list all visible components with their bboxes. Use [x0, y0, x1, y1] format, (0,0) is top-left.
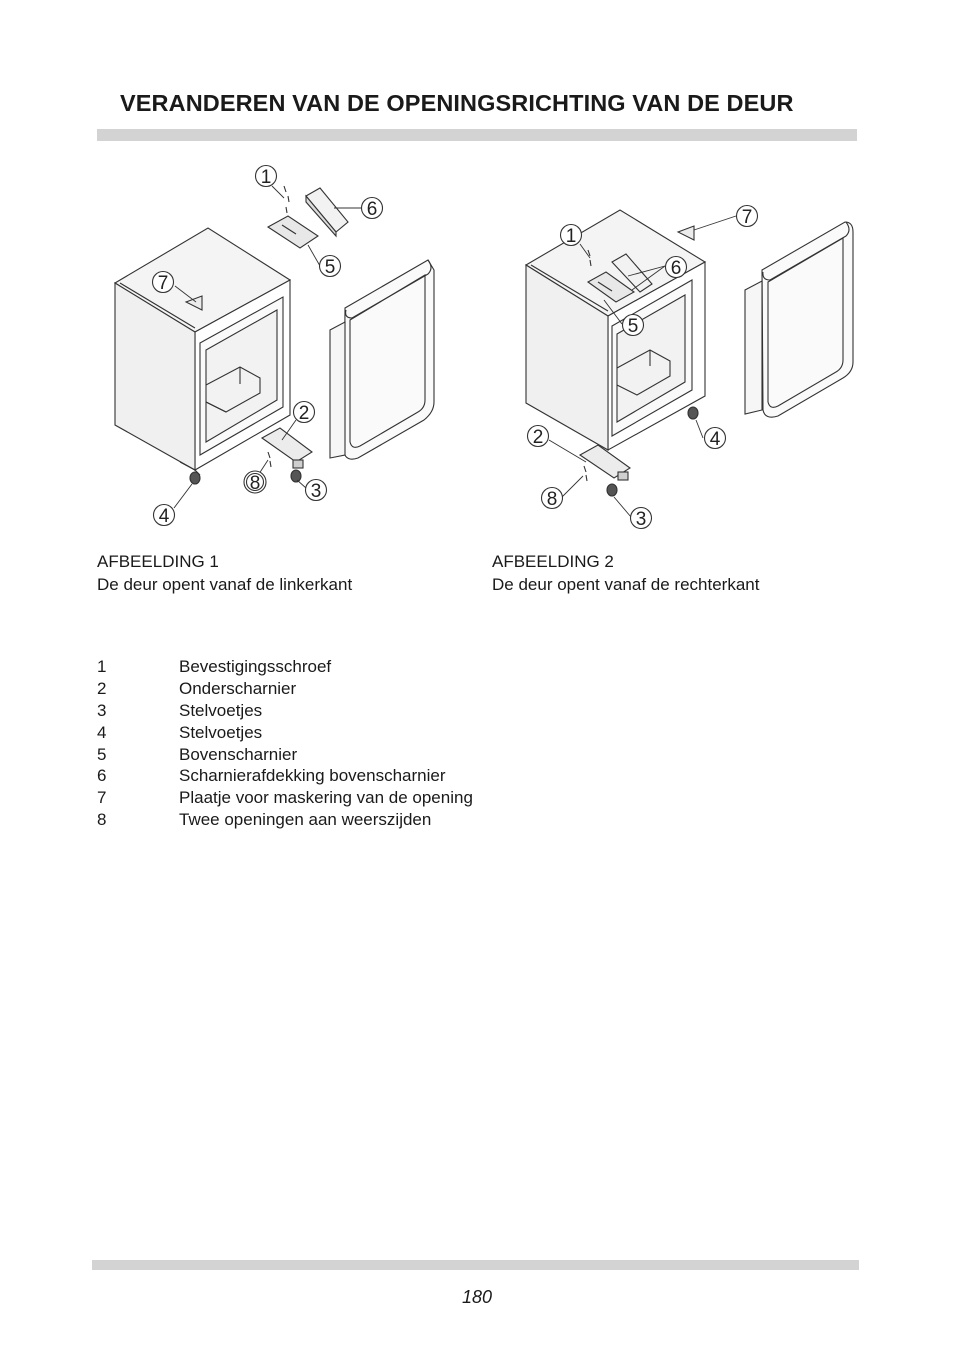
figure-1-callout-4: 4 [158, 506, 170, 527]
figure-1-caption [97, 551, 352, 596]
page-number: 180 [461, 1287, 493, 1307]
figure-1-diagram [100, 155, 460, 540]
figure-2-foot-4 [688, 407, 698, 419]
legend-text: Bovenscharnier [179, 744, 298, 764]
figure-2-cabinet [526, 210, 705, 450]
figure-1-callout-3: 3 [310, 481, 322, 502]
figure-1-callout-1: 1 [260, 167, 272, 188]
figure-1-description: De deur opent vanaf de linkerkant [97, 574, 353, 594]
figure-1-callout-2: 2 [298, 403, 310, 424]
legend-number: 3 [97, 700, 107, 720]
figure-1-callout-8: 8 [249, 473, 261, 494]
legend-text: Twee openingen aan weerszijden [179, 810, 432, 830]
figure-2-foot-3 [607, 484, 617, 496]
footer-rule [92, 1260, 859, 1270]
figure-1-label: AFBEELDING 1 [97, 552, 219, 571]
legend-text: Stelvoetjes [179, 722, 263, 742]
figure-2-diagram [510, 200, 870, 535]
legend-number: 8 [97, 810, 107, 830]
legend-number: 2 [97, 678, 107, 698]
figure-2-bottom-hinge [580, 445, 630, 481]
legend-text: Onderscharnier [179, 678, 297, 698]
legend-text: Scharnierafdekking bovenscharnier [179, 766, 446, 786]
legend-number: 6 [97, 766, 107, 786]
figure-2-callout-1: 1 [565, 226, 577, 247]
figure-1-foot-3 [291, 470, 301, 482]
figure-2-callout-5: 5 [627, 316, 639, 337]
header-rule [97, 129, 857, 141]
figure-1-callout-5: 5 [324, 257, 336, 278]
legend-text: Bevestigingsschroef [179, 657, 332, 676]
figure-2-door [745, 222, 853, 417]
figure-2-masking-plate [678, 226, 694, 240]
page-title: VERANDEREN VAN DE OPENINGSRICHTING VAN DE DEUR [120, 90, 794, 116]
figure-1-callout-7: 7 [157, 273, 169, 294]
legend-number: 1 [97, 657, 107, 676]
figure-2-callout-6: 6 [670, 258, 682, 279]
figure-1-callout-6: 6 [366, 199, 378, 220]
figure-2-callout-3: 3 [635, 509, 647, 530]
figure-2-label: AFBEELDING 2 [492, 552, 614, 571]
legend-number: 7 [97, 788, 107, 808]
legend-text: Stelvoetjes [179, 700, 263, 720]
legend-number: 5 [97, 744, 107, 764]
figure-2-callout-7: 7 [741, 207, 753, 228]
figure-2-callout-4: 4 [709, 429, 721, 450]
figure-1-foot-4 [190, 472, 200, 484]
legend-text: Plaatje voor maskering van de opening [179, 788, 473, 808]
figure-1-bottom-hinge [262, 428, 312, 468]
legend-number: 4 [97, 722, 107, 742]
figure-2-description: De deur opent vanaf de rechterkant [492, 574, 760, 594]
figure-1-door [330, 260, 434, 459]
figure-2-callout-8: 8 [546, 489, 558, 510]
figure-2-callout-2: 2 [532, 427, 544, 448]
figure-1-hinge-cover [306, 188, 348, 236]
figure-2-caption [492, 551, 759, 596]
